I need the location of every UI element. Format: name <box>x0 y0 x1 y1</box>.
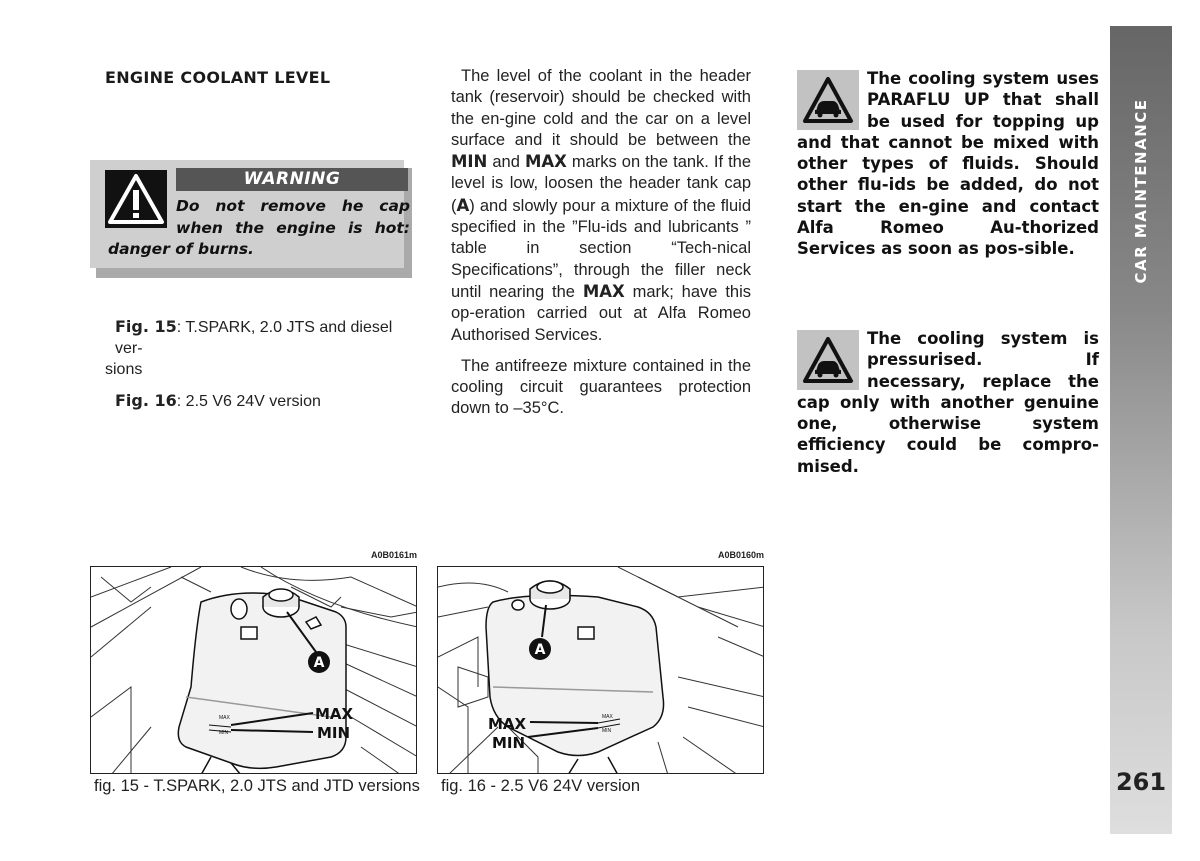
svg-text:MAX: MAX <box>602 714 613 720</box>
note-paraflu-text: The cooling system uses PARAFLU UP that shall be used for topping up and that cannot be mixed with other types of fluids. Should other flu-ids be added, do not start the en-gine and contact Alfa Romeo Au-thorized Services as soon as pos-sible. <box>797 69 1099 259</box>
note-paraflu <box>797 68 1099 260</box>
figure-15-code: A0B0161m <box>370 550 417 560</box>
body-p1-part-c: ) and slowly pour a mixture of the fluid specified in the ”Flu-ids and lubricants ” table in section “Tech-nical Specifications”, through the filler neck until nearing the <box>451 196 751 301</box>
body-p1-part-a: The level of the coolant in the header tank (reservoir) should be checked with the en-gine cold and the car on a level surface and it should be between the <box>451 67 751 149</box>
note-pressurised-text: The cooling system is pressurised. If necessary, replace the cap only with another genuine one, otherwise system efficiency could be compro-mised. <box>797 329 1099 476</box>
warning-text <box>108 196 410 261</box>
min-mark: MIN <box>451 152 488 172</box>
fig15-text-b: sions <box>105 361 143 378</box>
max-mark: MAX <box>524 152 567 172</box>
figure-list <box>105 316 410 422</box>
note-pressurised <box>797 328 1099 477</box>
fig15-label: Fig. 15 <box>115 317 177 336</box>
body-p1-and: and <box>487 153 525 172</box>
max-mark-2: MAX <box>582 281 625 301</box>
figure-16-max-label: MAX <box>488 715 527 733</box>
page-number: 261 <box>1115 768 1167 796</box>
svg-text:MIN: MIN <box>219 730 229 736</box>
body-paragraph-2: The antifreeze mixture contained in the cooling circuit guarantees protection down to –35°C. <box>451 356 751 418</box>
figure-16-callout: A <box>534 642 546 658</box>
side-tab-label: CAR MAINTENANCE <box>1132 98 1150 284</box>
warning-line-3: danger of burns. <box>108 240 254 258</box>
warning-heading: WARNING <box>176 168 408 191</box>
fig15-reference <box>105 316 410 380</box>
section-title: ENGINE COOLANT LEVEL <box>105 68 331 87</box>
figure-16-code: A0B0160m <box>717 550 764 560</box>
fig15-text-a: : T.SPARK, 2.0 JTS and diesel ver- <box>115 319 393 357</box>
warning-line-1: Do not remove he cap <box>176 197 410 215</box>
body-p1-part-d: mark; have this op-eration carried out at Alfa Romeo Authorised Services. <box>451 282 751 344</box>
warning-line-2: when the engine is hot: <box>176 218 410 237</box>
svg-text:MIN: MIN <box>602 728 612 734</box>
figure-16-min-label: MIN <box>492 734 526 752</box>
side-tab <box>1110 26 1172 834</box>
figure-15-illustration <box>90 566 417 774</box>
cap-letter: A <box>456 195 470 215</box>
figure-15-max-label: MAX <box>315 705 354 723</box>
figure-15-min-label: MIN <box>317 724 351 742</box>
side-tab-label-wrap <box>1126 96 1156 286</box>
fig16-label: Fig. 16 <box>115 391 177 410</box>
figure-15-caption: fig. 15 - T.SPARK, 2.0 JTS and JTD versions <box>94 777 420 795</box>
fig16-reference <box>105 390 410 412</box>
body-paragraph-1 <box>451 66 751 346</box>
warning-triangle-icon <box>105 170 167 228</box>
warning-panel <box>90 160 410 268</box>
car-warning-icon <box>797 70 859 130</box>
svg-text:MAX: MAX <box>219 715 230 721</box>
fig16-text: : 2.5 V6 24V version <box>176 393 321 410</box>
car-warning-icon <box>797 330 859 390</box>
figure-16-caption: fig. 16 - 2.5 V6 24V version <box>441 777 641 795</box>
figure-15-callout: A <box>313 655 325 671</box>
warning-box <box>90 160 412 278</box>
body-text <box>451 66 751 430</box>
body-p1-part-b: marks on the tank. If the level is low, loosen the header tank cap ( <box>451 153 752 215</box>
figure-16-illustration <box>437 566 764 774</box>
